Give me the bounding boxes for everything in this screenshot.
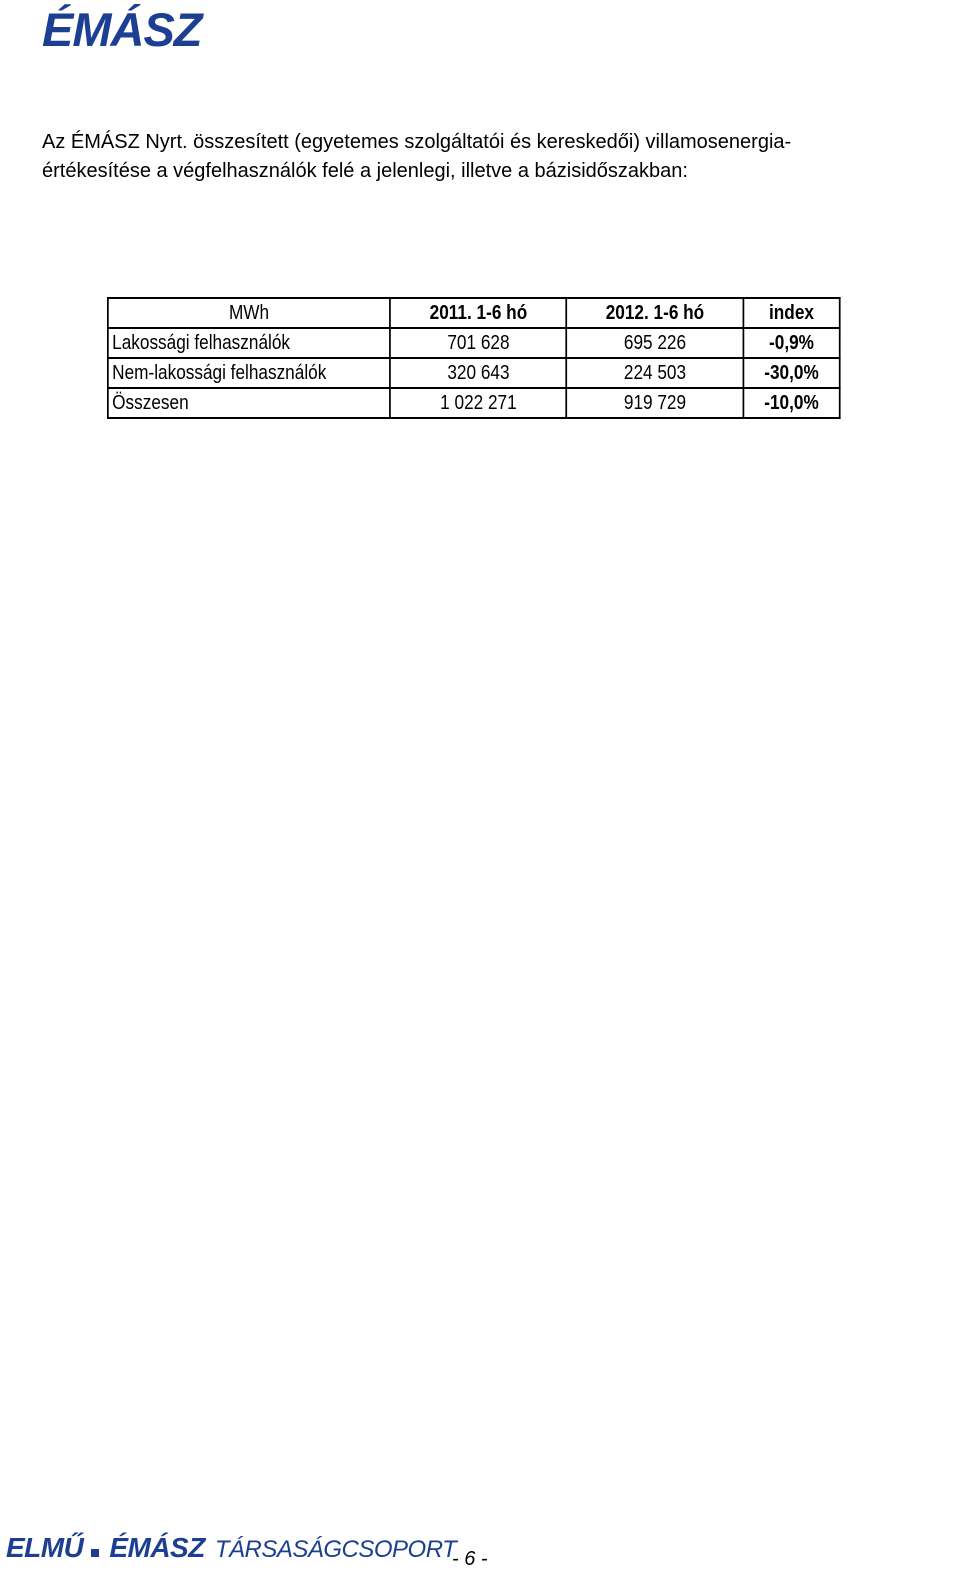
footer-group-label: TÁRSASÁGCSOPORT: [214, 1536, 457, 1563]
header-index: index: [743, 298, 839, 328]
intro-line-1: Az ÉMÁSZ Nyrt. összesített (egyetemes szolgáltatói és kereskedői) villamosenergia-: [42, 131, 792, 153]
page-number: - 6 -: [452, 1548, 488, 1570]
row-label: Összesen: [108, 388, 390, 418]
row-label: Nem-lakossági felhasználók: [108, 358, 390, 388]
table-row: [108, 358, 840, 388]
row-index: -30,0%: [743, 358, 839, 388]
footer-separator-square-icon: [91, 1549, 99, 1557]
row-label: Lakossági felhasználók: [108, 328, 390, 358]
row-value-2011: 320 643: [390, 358, 566, 388]
row-index: -10,0%: [743, 388, 839, 418]
row-index: -0,9%: [743, 328, 839, 358]
sales-table: [107, 297, 841, 419]
footer-brand: [6, 1534, 456, 1562]
footer-brand-emasz: ÉMÁSZ: [109, 1532, 205, 1563]
row-value-2012: 919 729: [567, 388, 744, 418]
header-2012: 2012. 1-6 hó: [567, 298, 744, 328]
intro-line-2: értékesítése a végfelhasználók felé a jelenlegi, illetve a bázisidőszakban:: [42, 160, 688, 182]
header-2011: 2011. 1-6 hó: [390, 298, 566, 328]
footer-brand-elmu: ELMŰ: [6, 1532, 84, 1563]
table-row: [108, 388, 840, 418]
row-value-2012: 695 226: [567, 328, 744, 358]
header-unit: MWh: [108, 298, 390, 328]
intro-paragraph: [42, 128, 957, 186]
row-value-2012: 224 503: [567, 358, 744, 388]
row-value-2011: 1 022 271: [390, 388, 566, 418]
table-row: [108, 328, 840, 358]
row-value-2011: 701 628: [390, 328, 566, 358]
emasz-logo: ÉMÁSZ: [42, 3, 202, 56]
table-header-row: [108, 298, 840, 328]
